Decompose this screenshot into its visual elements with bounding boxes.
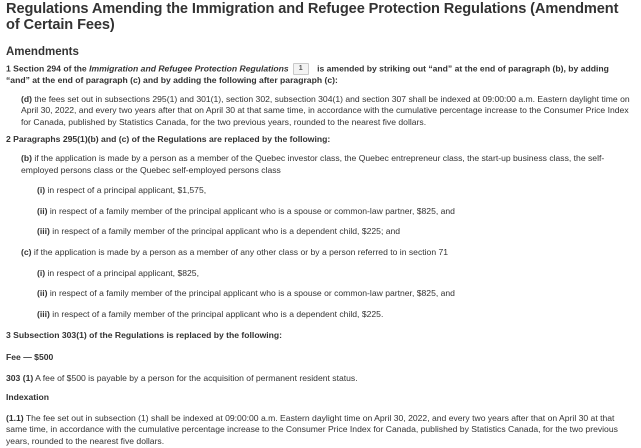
section-1-intro: [6, 63, 635, 87]
subsection-1-1: [6, 413, 635, 448]
paragraph-b-text: if the application is made by a person as a member of the Quebec investor class, the Quebec entrepreneur class, the start-up business class, the self-employed persons class or the Quebec self-employed persons class: [21, 152, 605, 175]
paragraph-d-label: (d): [21, 93, 32, 104]
item-label: (i): [37, 185, 46, 196]
item-label: (iii): [37, 226, 50, 237]
section-1-intro-start: 1 Section 294 of the: [6, 63, 90, 74]
paragraph-c-ii: [6, 288, 635, 300]
item-text: in respect of a family member of the principal applicant who is a dependent child, $225; and: [49, 226, 401, 237]
subsection-303-1-label: 303 (1): [6, 372, 34, 383]
subsection-1-1-text: The fee set out in subsection (1) shall be indexed at 09:00:00 a.m. Eastern daylight time on April 30, 2022, and every two years after that on April 30 at that same time, in accordance with the cumulative percentage increase to the Consumer Price Index for Canada, published by Statistics Canada, for the two previous years, rounded to the nearest five dollars.: [6, 412, 618, 446]
paragraph-b-iii: [6, 226, 635, 238]
item-text: in respect of a family member of the principal applicant who is a dependent child, $225.: [49, 308, 384, 319]
paragraph-d-text: the fees set out in subsections 295(1) and 301(1), section 302, subsection 304(1) and section 307 shall be indexed at 09:00:00 a.m. Eastern daylight time on April 30, 2022, and every two years after that on April 30 at that same time, in accordance with the cumulative percentage increase to the Consumer Price Index for Canada, published by Statistics Canada, for the two previous years, rounded to the nearest five dollars.: [21, 93, 630, 127]
item-label: (ii): [37, 288, 48, 299]
item-label: (ii): [37, 205, 48, 216]
footnote-1-link[interactable]: 1: [293, 63, 309, 75]
item-text: in respect of a principal applicant, $825,: [45, 267, 199, 278]
paragraph-c-label: (c): [21, 246, 32, 257]
paragraph-d: [6, 94, 635, 129]
subsection-303-1-text: A fee of $500 is payable by a person for the acquisition of permanent resident status.: [33, 372, 358, 383]
item-text: in respect of a family member of the principal applicant who is a spouse or common-law partner, $825, and: [47, 288, 455, 299]
page-title: Regulations Amending the Immigration and Refugee Protection Regulations (Amendment of Certain Fees): [6, 1, 619, 33]
paragraph-b-label: (b): [21, 152, 32, 163]
item-text: in respect of a principal applicant, $1,575,: [45, 185, 207, 196]
item-label: (i): [37, 267, 46, 278]
item-label: (iii): [37, 308, 50, 319]
indexation-heading: Indexation: [6, 392, 49, 403]
item-text: in respect of a family member of the principal applicant who is a spouse or common-law partner, $825, and: [47, 205, 455, 216]
regulations-title-ref: Immigration and Refugee Protection Regulations: [89, 63, 289, 74]
paragraph-b-i: [6, 185, 635, 197]
fee-heading: Fee — $500: [6, 351, 54, 362]
section-3-intro: 3 Subsection 303(1) of the Regulations is replaced by the following:: [6, 330, 282, 341]
paragraph-c: [6, 247, 635, 259]
paragraph-c-i: [6, 268, 635, 280]
subsection-1-1-label: (1.1): [6, 412, 24, 423]
paragraph-b-ii: [6, 206, 635, 218]
subsection-303-1: [6, 373, 635, 385]
paragraph-c-text: if the application is made by a person as a member of any other class or by a person referred to in section 71: [31, 246, 449, 257]
section-2-intro: 2 Paragraphs 295(1)(b) and (c) of the Regulations are replaced by the following:: [6, 134, 331, 145]
paragraph-c-iii: [6, 309, 635, 321]
amendments-heading: Amendments: [6, 46, 79, 58]
paragraph-b: [6, 153, 635, 176]
section-1-intro-end: is amended by striking out “and” at the end of paragraph (b), by adding “and” at the end of paragraph (c) and by adding the following after paragraph (c):: [6, 63, 609, 85]
